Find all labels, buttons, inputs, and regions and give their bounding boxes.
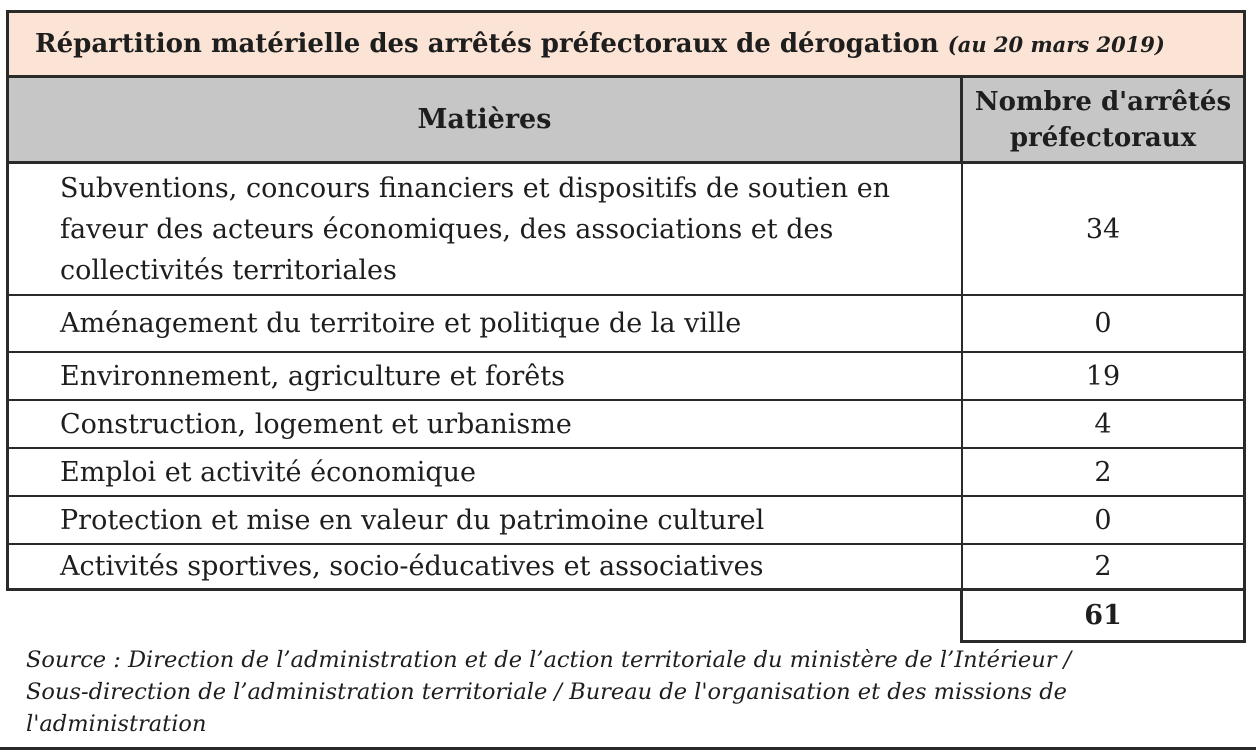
table-row bbox=[6, 164, 1246, 296]
row-matiere: Activités sportives, socio-éducatives et associatives bbox=[9, 545, 963, 588]
header-nombre bbox=[963, 78, 1243, 161]
row-nombre: 0 bbox=[1094, 504, 1112, 536]
total-blank-cell bbox=[6, 591, 960, 643]
header-nombre-line1: Nombre d'arrêtés bbox=[974, 86, 1232, 117]
row-matiere: Protection et mise en valeur du patrimoine culturel bbox=[9, 497, 963, 543]
row-nombre: 19 bbox=[1085, 360, 1121, 392]
total-value: 61 bbox=[960, 591, 1246, 643]
row-nombre: 2 bbox=[1094, 456, 1112, 488]
table-title-date: (au 20 mars 2019) bbox=[947, 31, 1165, 57]
table-title-text: Répartition matérielle des arrêtés préfectoraux de dérogation bbox=[35, 29, 939, 59]
row-nombre: 0 bbox=[1094, 308, 1112, 339]
header-matieres: Matières bbox=[9, 78, 963, 161]
row-nombre: 2 bbox=[1094, 551, 1112, 582]
table-title bbox=[6, 10, 1246, 78]
table-row bbox=[6, 497, 1246, 545]
row-nombre: 34 bbox=[1085, 213, 1121, 245]
table-row bbox=[6, 296, 1246, 353]
table-row bbox=[6, 545, 1246, 591]
source-line-3: l'administration bbox=[26, 711, 207, 737]
row-matiere: Environnement, agriculture et forêts bbox=[9, 353, 963, 399]
source-line-1: Source : Direction de l’administration et de l’action territoriale du ministère de l’Intérieur / bbox=[26, 647, 1072, 673]
row-nombre: 4 bbox=[1094, 408, 1112, 440]
row-matiere: Subventions, concours financiers et dispositifs de soutien en faveur des acteurs économiques, des associations et des collectivités territoriales bbox=[9, 164, 963, 294]
bottom-divider bbox=[0, 747, 1256, 750]
source-note bbox=[26, 644, 1234, 740]
row-matiere: Construction, logement et urbanisme bbox=[9, 401, 963, 447]
row-matiere: Aménagement du territoire et politique de la ville bbox=[9, 296, 963, 351]
table-row bbox=[6, 401, 1246, 449]
table-row bbox=[6, 449, 1246, 497]
table-row bbox=[6, 353, 1246, 401]
header-nombre-line2: préfectoraux bbox=[1009, 122, 1197, 153]
source-line-2: Sous-direction de l’administration territoriale / Bureau de l'organisation et des missions de bbox=[26, 679, 1067, 705]
table-header bbox=[6, 78, 1246, 164]
table-total-row bbox=[6, 591, 1246, 643]
row-matiere: Emploi et activité économique bbox=[9, 449, 963, 495]
derogation-table bbox=[6, 10, 1246, 643]
